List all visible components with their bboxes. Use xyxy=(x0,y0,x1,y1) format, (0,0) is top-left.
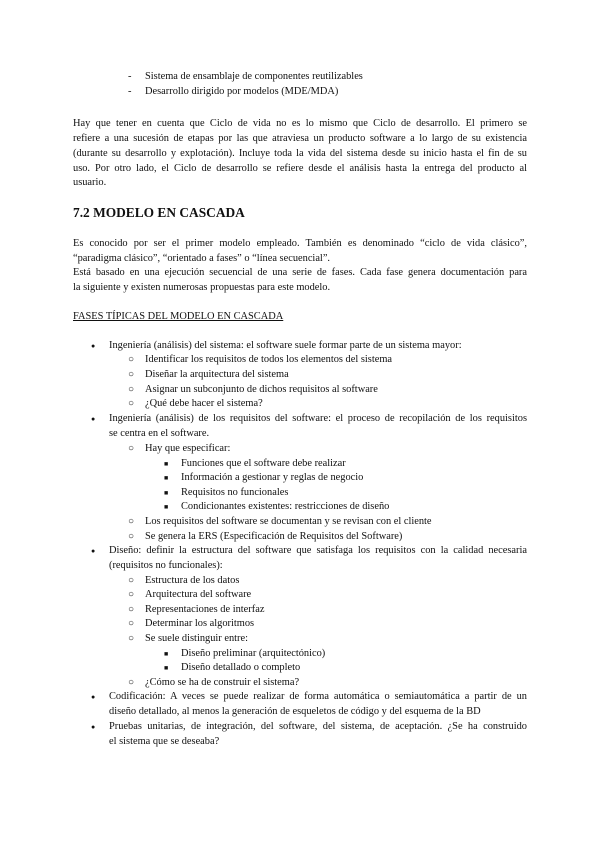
section-heading: 7.2 MODELO EN CASCADA xyxy=(73,205,245,220)
circle-bullet-icon: ○ xyxy=(128,677,135,688)
sub-item: Se genera la ERS (Especificación de Requisitos del Software) xyxy=(145,531,403,542)
circle-bullet-icon: ○ xyxy=(128,516,135,527)
sub-item: Representaciones de interfaz xyxy=(145,604,265,615)
disc-bullet-icon: ● xyxy=(91,723,96,731)
phase-item: Codificación: A veces se puede realizar de forma automática o semiautomática a partir de un xyxy=(109,691,527,702)
circle-bullet-icon: ○ xyxy=(128,589,135,600)
sub-item: ¿Cómo se ha de construir el sistema? xyxy=(145,677,300,688)
circle-bullet-icon: ○ xyxy=(128,604,135,615)
paragraph-line: Es conocido por ser el primer modelo empleado. También es denominado “ciclo de vida clásico”, xyxy=(73,238,527,249)
disc-bullet-icon: ● xyxy=(91,547,96,555)
paragraph-line: Hay que tener en cuenta que Ciclo de vida no es lo mismo que Ciclo de desarrollo. El primero se xyxy=(73,118,527,129)
square-bullet-icon: ■ xyxy=(164,503,169,511)
circle-bullet-icon: ○ xyxy=(128,633,135,644)
paragraph-line: usuario. xyxy=(73,177,107,188)
disc-bullet-icon: ● xyxy=(91,693,96,701)
sub-item: ¿Qué debe hacer el sistema? xyxy=(145,398,263,409)
disc-bullet-icon: ● xyxy=(91,415,96,423)
phases-subtitle: FASES TÍPICAS DEL MODELO EN CASCADA xyxy=(73,311,284,322)
phase-item-cont: diseño detallado, al menos la generación de esqueletos de código y del esquema de la BD xyxy=(109,706,481,717)
phase-item-cont: el sistema que se deseaba? xyxy=(109,736,220,747)
square-bullet-icon: ■ xyxy=(164,664,169,672)
phase-item: Ingeniería (análisis) del sistema: el software suele formar parte de un sistema mayor: xyxy=(109,340,462,351)
disc-bullet-icon: ● xyxy=(91,342,96,350)
square-bullet-icon: ■ xyxy=(164,650,169,658)
sub-item: Estructura de los datos xyxy=(145,575,240,586)
sub-item: Los requisitos del software se documentan y se revisan con el cliente xyxy=(145,516,432,527)
phase-item-cont: (requisitos no funcionales): xyxy=(109,560,223,571)
sub-item: Identificar los requisitos de todos los elementos del sistema xyxy=(145,354,393,365)
sub-sub-item: Información a gestionar y reglas de negocio xyxy=(181,472,364,483)
sub-sub-item: Diseño preliminar (arquitectónico) xyxy=(181,648,326,659)
paragraph-line: la siguiente y existen numerosas propuestas para este modelo. xyxy=(73,282,331,293)
paragraph-line: uso. Por otro lado, el Ciclo de desarrollo se refiere desde el análisis hasta la entrega del producto al xyxy=(73,163,527,174)
phase-item: Pruebas unitarias, de integración, del software, del sistema, de aceptación. ¿Se ha construido xyxy=(109,721,527,732)
circle-bullet-icon: ○ xyxy=(128,531,135,542)
sub-sub-item: Requisitos no funcionales xyxy=(181,487,289,498)
sub-item: Asignar un subconjunto de dichos requisitos al software xyxy=(145,384,378,395)
sub-sub-item: Diseño detallado o completo xyxy=(181,662,301,673)
circle-bullet-icon: ○ xyxy=(128,443,135,454)
square-bullet-icon: ■ xyxy=(164,474,169,482)
circle-bullet-icon: ○ xyxy=(128,618,135,629)
sub-item: Hay que especificar: xyxy=(145,443,231,454)
list-item: Desarrollo dirigido por modelos (MDE/MDA) xyxy=(145,86,339,97)
circle-bullet-icon: ○ xyxy=(128,369,135,380)
phase-item: Ingeniería (análisis) de los requisitos del software: el proceso de recopilación de los requisitos xyxy=(109,413,527,424)
list-item: Sistema de ensamblaje de componentes reutilizables xyxy=(145,71,363,82)
sub-item: Arquitectura del software xyxy=(145,589,252,600)
phase-item-cont: se centra en el software. xyxy=(109,428,210,439)
circle-bullet-icon: ○ xyxy=(128,384,135,395)
circle-bullet-icon: ○ xyxy=(128,354,135,365)
sub-sub-item: Condicionantes existentes: restricciones de diseño xyxy=(181,501,390,512)
sub-item: Se suele distinguir entre: xyxy=(145,633,249,644)
circle-bullet-icon: ○ xyxy=(128,398,135,409)
dash-marker: - xyxy=(128,86,132,97)
circle-bullet-icon: ○ xyxy=(128,575,135,586)
paragraph-line: refiere a una sucesión de etapas por las que atraviesa un producto software a lo largo de su existencia xyxy=(73,133,527,144)
sub-item: Determinar los algoritmos xyxy=(145,618,255,629)
dash-marker: - xyxy=(128,71,132,82)
sub-sub-item: Funciones que el software debe realizar xyxy=(181,458,346,469)
paragraph-line: Está basado en una ejecución secuencial de una serie de fases. Cada fase genera documentación para xyxy=(73,267,527,278)
square-bullet-icon: ■ xyxy=(164,460,169,468)
phase-item: Diseño: definir la estructura del software que satisfaga los requisitos con la calidad necesaria xyxy=(109,545,527,556)
sub-item: Diseñar la arquitectura del sistema xyxy=(145,369,289,380)
paragraph-line: “paradigma clásico”, “orientado a fases” o “línea secuencial”. xyxy=(73,253,331,264)
paragraph-line: (durante su desarrollo y explotación). Incluye toda la vida del sistema desde su inicio hasta el fin de su xyxy=(73,148,527,159)
square-bullet-icon: ■ xyxy=(164,489,169,497)
